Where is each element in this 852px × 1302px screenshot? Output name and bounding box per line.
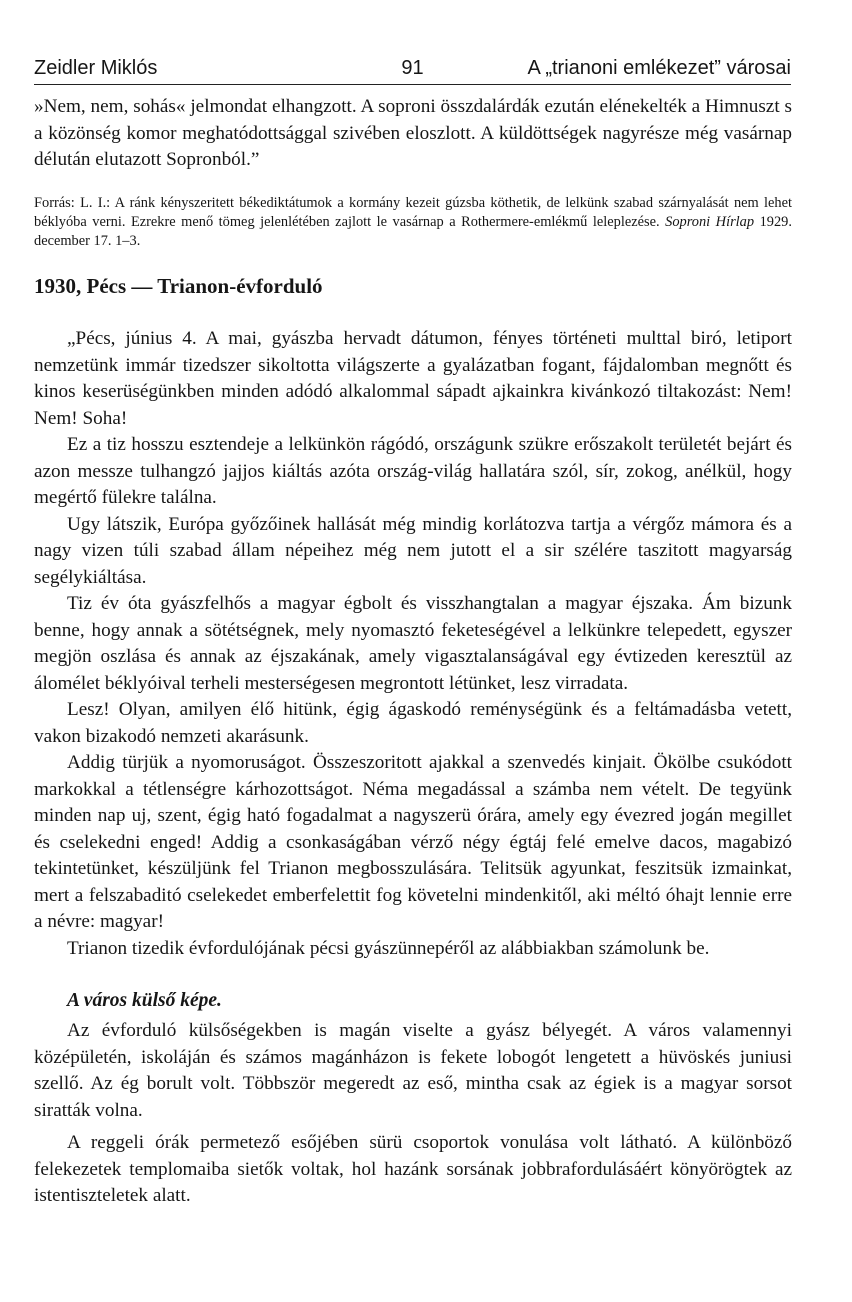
section-heading: 1930, Pécs — Trianon-évforduló [34, 274, 323, 298]
running-header [34, 40, 791, 85]
intro-paragraph: »Nem, nem, sohás« jelmondat elhangzott. A soproni összdalárdák ezután elénekelték a Himnuszt s a közönség komor meghatódottsággal szivében eloszlott. A küldöttségek nagyrésze még vasárnap délután elutazott Sopronból.” [34, 96, 792, 170]
source-citation: 1929. december 17. 1–3. [34, 214, 792, 249]
source-note [34, 194, 792, 251]
body-paragraph: Trianon tizedik évfordulójának pécsi gyászünnepéről az alábbiakban számolunk be. [67, 937, 710, 959]
body-paragraph: Lesz! Olyan, amilyen élő hitünk, égig ágaskodó reménységünk és a feltámadásba vetett, vakon bizakodó nemzeti akarásunk. [34, 699, 792, 747]
page-number: 91 [401, 57, 424, 79]
header-author: Zeidler Miklós [34, 57, 158, 79]
subsection-body [34, 1018, 792, 1210]
body-paragraph: „Pécs, június 4. A mai, gyászba hervadt dátumon, fényes történeti multtal biró, letiport nemzetünk immár tizedszer sikoltotta világszerte a gyalázatban fogant, fájdalomban megnőtt és kinos keserüségünkben minden adódó alkalommal sápadt ajkainkra kivánkozó tiltakozást: Nem! Nem! Soha! [34, 328, 792, 429]
body-paragraph: Ez a tiz hosszu esztendeje a lelkünkön rágódó, országunk szükre erőszakolt területét bejárt és azon messze tulhangzó jajjos kiáltás azóta ország-világ hallatára szól, sír, zokog, anélkül, hogy megértő fülekre találna. [34, 434, 792, 508]
source-publication: Soproni Hírlap [665, 214, 755, 230]
header-title: A „trianoni emlékezet” városai [527, 57, 791, 79]
subsection [34, 990, 792, 1012]
body-text [34, 326, 792, 962]
section-heading-block [34, 274, 792, 299]
body-paragraph: Addig türjük a nyomoruságot. Összeszoritott ajakkal a szenvedés kinjait. Ökölbe csukódott markokkal a tétlenségre kárhozottságot. Néma megadással a számba nem vételt. De tegyünk minden nap uj, szent, égig ható fogadalmat a nagyszerü órára, amely egy évezred jogán megillet és cselekedni enged! Addig a csonkaságában vérző négy égtáj felé emelve dacos, magabizó tekintetünket, készüljünk fel Trianon megbosszulására. Telitsük agyunkat, feszitsük izmainkat, mert a felszabaditó cselekedet emberfelettit fog követelni mindenkitől, aki méltó óhajt lennie erre a névre: magyar! [34, 752, 792, 932]
source-text: Forrás: L. I.: A ránk kényszeritett békediktátumok a kormány kezeit gúzsba köthetik, de lelkünk szabad szárnyalását nem lehet béklyóba verni. Ezrekre menő tömeg jelenlétében zajlott le vasárnap a Rothermere-emlékmű leleplezése. [34, 195, 792, 230]
body-paragraph: A reggeli órák permetező esőjében sürü csoportok vonulása volt látható. A különböző felekezetek templomaiba sietők voltak, hol hazánk sorsának jobbrafordulásáért könyörögtek az istentiszteletek alatt. [34, 1132, 792, 1206]
subsection-heading: A város külső képe. [67, 990, 222, 1011]
body-paragraph: Ugy látszik, Európa győzőinek hallását még mindig korlátozva tartja a vérgőz mámora és a nagy vizen túli szabad állam népeihez még nem jutott el a sir szélére taszitott magyarság segélykiáltása. [34, 513, 792, 588]
intro-block [34, 94, 792, 174]
body-paragraph: Tiz év óta gyászfelhős a magyar égbolt és visszhangtalan a magyar éjszaka. Ám bizunk benne, hogy annak a sötétségnek, mely nyomasztó feketeségével a lelkünkre telepedett, egyszer megjön oszlása és annak az éjszakának, amely vigasztalanságával egy évtizeden keresztül az álomélet béklyóival terheli mesterségesen megrontott létünket, lesz virradata. [34, 593, 792, 694]
body-paragraph: Az évforduló külsőségekben is magán viselte a gyász bélyegét. A város valamennyi középületén, iskoláján és számos magánházon is fekete lobogót lengetett a hüvöskés juniusi szellő. Az ég borult volt. Többször megeredt az eső, mintha csak az égiek is a magyar sorsot siratták volna. [34, 1020, 792, 1121]
